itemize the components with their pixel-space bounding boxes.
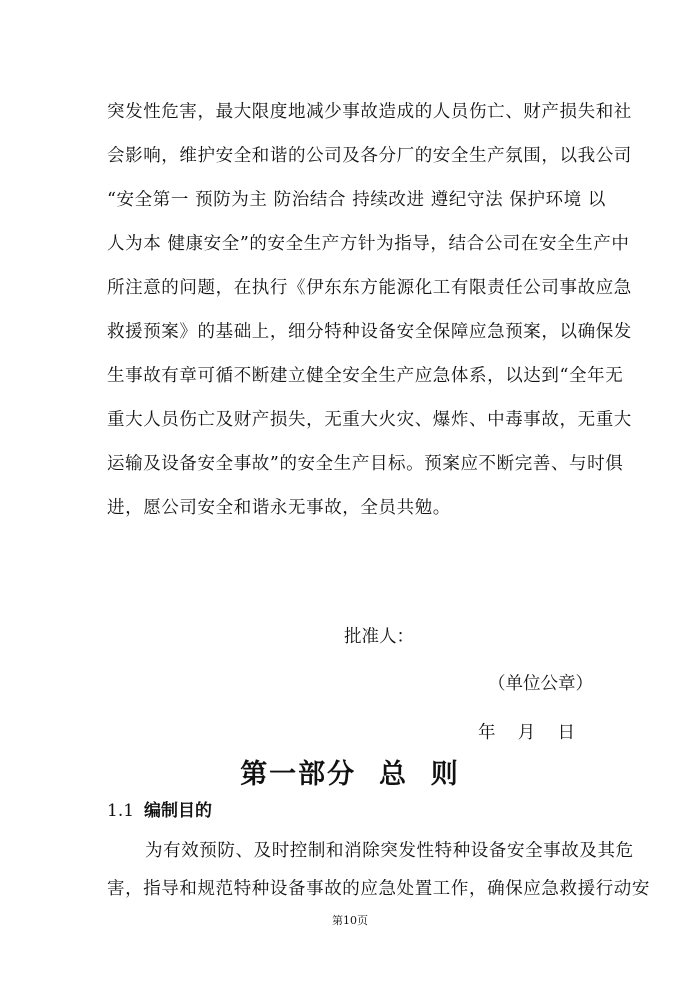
body-paragraph-line: 所注意的问题，在执行《伊东东方能源化工有限责任公司事故应急	[107, 278, 632, 298]
section-title: 编制目的	[144, 801, 213, 821]
section-paragraph-line: 害，指导和规范特种设备事故的应急处置工作，确保应急救援行动安	[107, 879, 650, 899]
body-paragraph-line: 运输及设备安全事故”的安全生产目标。预案应不断完善、与时俱	[107, 454, 624, 474]
body-paragraph-line: 重大人员伤亡及财产损失，无重大火灾、爆炸、中毒事故，无重大	[107, 410, 632, 430]
body-paragraph-line: 突发性危害，最大限度地减少事故造成的人员伤亡、财产损失和社	[107, 102, 632, 122]
section-paragraph-line: 为有效预防、及时控制和消除突发性特种设备安全事故及其危	[145, 841, 634, 861]
part-title: 第一部分 总 则	[240, 759, 460, 790]
body-paragraph-line: 进，愿公司安全和谐永无事故，全员共勉。	[107, 498, 451, 518]
body-paragraph-line: “安全第一 预防为主 防治结合 持续改进 遵纪守法 保护环境 以	[107, 190, 607, 210]
approver-label: 批准人：	[344, 627, 414, 647]
body-paragraph-line: 生事故有章可循不断建立健全安全生产应急体系，以达到“全年无	[107, 366, 624, 386]
body-paragraph-line: 救援预案》的基础上，细分特种设备安全保障应急预案，以确保发	[107, 322, 632, 342]
body-paragraph-line: 会影响，维护安全和谐的公司及各分厂的安全生产氛围，以我公司	[107, 146, 632, 166]
page-number-footer: 第10页	[332, 914, 368, 927]
body-paragraph-line: 人为本 健康安全”的安全生产方针为指导，结合公司在安全生产中	[107, 234, 630, 254]
company-seal-label: （单位公章）	[488, 674, 593, 694]
section-number: 1.1	[107, 801, 135, 821]
section-heading	[107, 800, 212, 822]
date-line: 年 月 日	[478, 723, 576, 743]
